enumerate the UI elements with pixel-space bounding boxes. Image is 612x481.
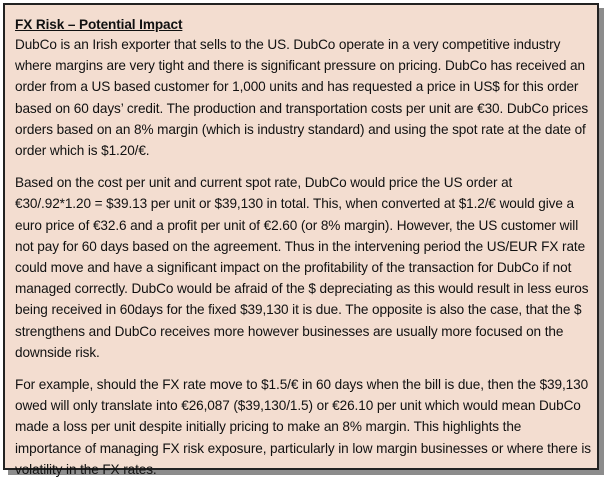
box-title: FX Risk – Potential Impact: [15, 17, 183, 32]
fx-risk-text-box: [3, 3, 599, 477]
paragraph-scenario: DubCo is an Irish exporter that sells to the US. DubCo operate in a very competitive industry where margins are very tight and there is significant pressure on pricing. DubCo has received an order from a US based customer for 1,000 units and has requested a price in US$ for this order based on 60 days’ credit. The production and transportation costs per unit are €30. DubCo prices orders based on an 8% margin (which is industry standard) and using the spot rate at the date of order which is $1.20/€.: [15, 37, 589, 159]
paragraph-example: For example, should the FX rate move to $1.5/€ in 60 days when the bill is due, then the $39,130 owed will only translate into €26,087 ($39,130/1.5) or €26.10 per unit which would mean DubCo made a loss per unit despite initially pricing to make an 8% margin. This highlights the importance of managing FX risk exposure, particularly in low margin businesses or where there is volatility in the FX rates.: [15, 377, 591, 477]
paragraph-pricing: Based on the cost per unit and current spot rate, DubCo would price the US order at €30/.92*1.20 = $39.13 per unit or $39,130 in total. This, when converted at $1.2/€ would give a euro price of €32.6 and a profit per unit of €2.60 (or 8% margin). However, the US customer will not pay for 60 days based on the agreement. Thus in the intervening period the US/EUR FX rate could move and have a significant impact on the profitability of the transaction for DubCo if not managed correctly. DubCo would be afraid of the $ depreciating as this would result in less euros being received in 60days for the fixed $39,130 it is due. The opposite is also the case, that the $ strengthens and DubCo receives more however businesses are usually more focused on the downside risk.: [15, 175, 589, 360]
